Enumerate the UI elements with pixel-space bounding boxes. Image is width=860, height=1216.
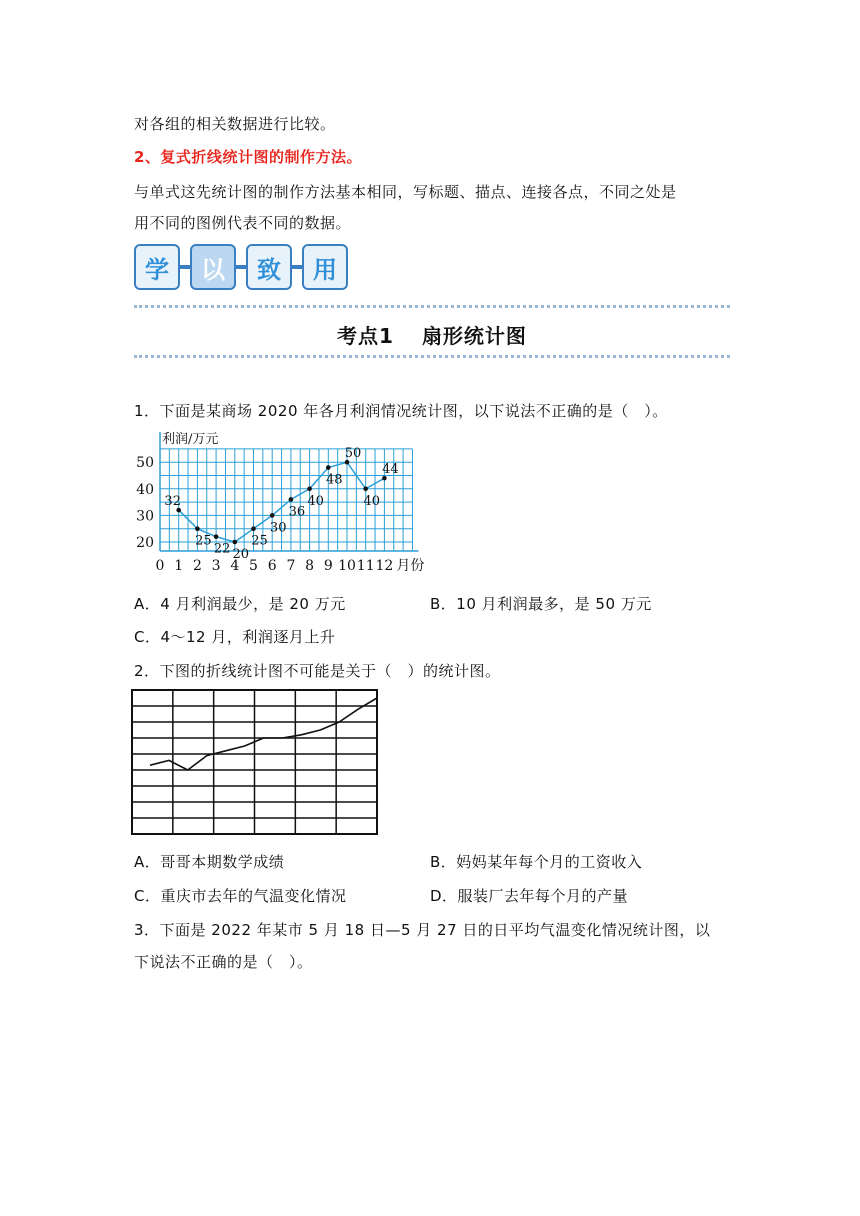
question-2-option-a: A．哥哥本期数学成绩 (134, 853, 285, 871)
section-label: 考点1 (337, 324, 394, 348)
data-label: 44 (382, 462, 399, 478)
data-label: 22 (213, 541, 231, 557)
question-1-option-a: A．4 月利润最少，是 20 万元 (134, 595, 346, 613)
data-point (214, 534, 219, 539)
x-tick-label: 2 (192, 558, 202, 574)
x-tick-label: 4 (230, 558, 240, 574)
data-label: 20 (232, 547, 250, 562)
divider-top (134, 305, 730, 308)
badge-char-4: 用 (302, 244, 348, 290)
data-point (326, 465, 331, 470)
profit-line-chart (130, 428, 430, 578)
data-label: 36 (288, 504, 306, 520)
intro-text-line-4: 用不同的图例代表不同的数据。 (134, 214, 352, 232)
x-axis-label: 月份 (396, 558, 425, 574)
data-label: 25 (195, 533, 212, 549)
y-axis-label: 利润/万元 (162, 432, 219, 447)
y-tick-label: 30 (136, 508, 154, 525)
divider-bottom (134, 355, 730, 358)
badge-connector (292, 265, 302, 269)
trend-line (150, 698, 377, 770)
badge-char-2: 以 (190, 244, 236, 290)
data-point (289, 497, 294, 502)
intro-text-line-3: 与单式这先统计图的制作方法基本相同，写标题、描点、连接各点，不同之处是 (134, 183, 677, 201)
x-tick-label: 11 (356, 558, 375, 574)
question-1-stem: 1．下面是某商场 2020 年各月利润情况统计图，以下说法不正确的是（ ）。 (134, 402, 668, 420)
x-tick-label: 1 (174, 558, 184, 574)
data-point (307, 487, 312, 492)
chart-grid (132, 690, 377, 834)
data-point (363, 487, 368, 492)
x-tick-label: 10 (338, 558, 356, 574)
data-label: 25 (251, 533, 268, 549)
x-tick-label: 6 (267, 558, 277, 574)
data-label: 40 (307, 493, 324, 509)
x-tick-label: 8 (305, 558, 315, 574)
data-label: 30 (269, 520, 287, 536)
data-label: 40 (363, 493, 380, 509)
question-3-stem-line-1: 3．下面是 2022 年某市 5 月 18 日—5 月 27 日的日平均气温变化情况统计图，以 (134, 921, 711, 939)
x-tick-label: 9 (323, 558, 333, 574)
data-point (270, 513, 275, 518)
data-point (233, 540, 238, 545)
data-label: 32 (164, 494, 181, 510)
heading-line-chart-method: 2、复式折线统计图的制作方法。 (134, 148, 362, 166)
x-tick-label: 3 (211, 558, 221, 574)
x-tick-label: 7 (286, 558, 296, 574)
badge-char-3: 致 (246, 244, 292, 290)
question-2-option-b: B．妈妈某年每个月的工资收入 (430, 853, 643, 871)
x-tick-label: 0 (155, 558, 165, 574)
question-2-stem: 2．下图的折线统计图不可能是关于（ ）的统计图。 (134, 662, 501, 680)
data-label: 50 (344, 446, 362, 462)
badge-char-1: 学 (134, 244, 180, 290)
y-tick-label: 40 (136, 481, 154, 498)
data-point (195, 526, 200, 531)
badge-connector (236, 265, 246, 269)
question-1-option-c: C．4～12 月，利润逐月上升 (134, 628, 336, 646)
chart-series (150, 698, 377, 770)
section-title (134, 320, 730, 349)
learn-apply-banner (134, 244, 348, 290)
question-3-stem-line-2: 下说法不正确的是（ ）。 (134, 953, 313, 971)
section-heading: 扇形统计图 (421, 324, 527, 348)
data-point (251, 526, 256, 531)
y-tick-label: 50 (136, 455, 154, 472)
data-label: 48 (326, 472, 343, 488)
badge-connector (180, 265, 190, 269)
unlabeled-line-chart (130, 688, 382, 838)
y-tick-label: 20 (136, 535, 154, 551)
question-2-option-c: C．重庆市去年的气温变化情况 (134, 887, 347, 905)
x-tick-label: 12 (375, 558, 394, 574)
x-tick-label: 5 (249, 558, 258, 574)
intro-text-line-1: 对各组的相关数据进行比较。 (134, 115, 336, 133)
question-1-option-b: B．10 月利润最多，是 50 万元 (430, 595, 652, 613)
question-2-option-d: D．服装厂去年每个月的产量 (430, 887, 629, 905)
